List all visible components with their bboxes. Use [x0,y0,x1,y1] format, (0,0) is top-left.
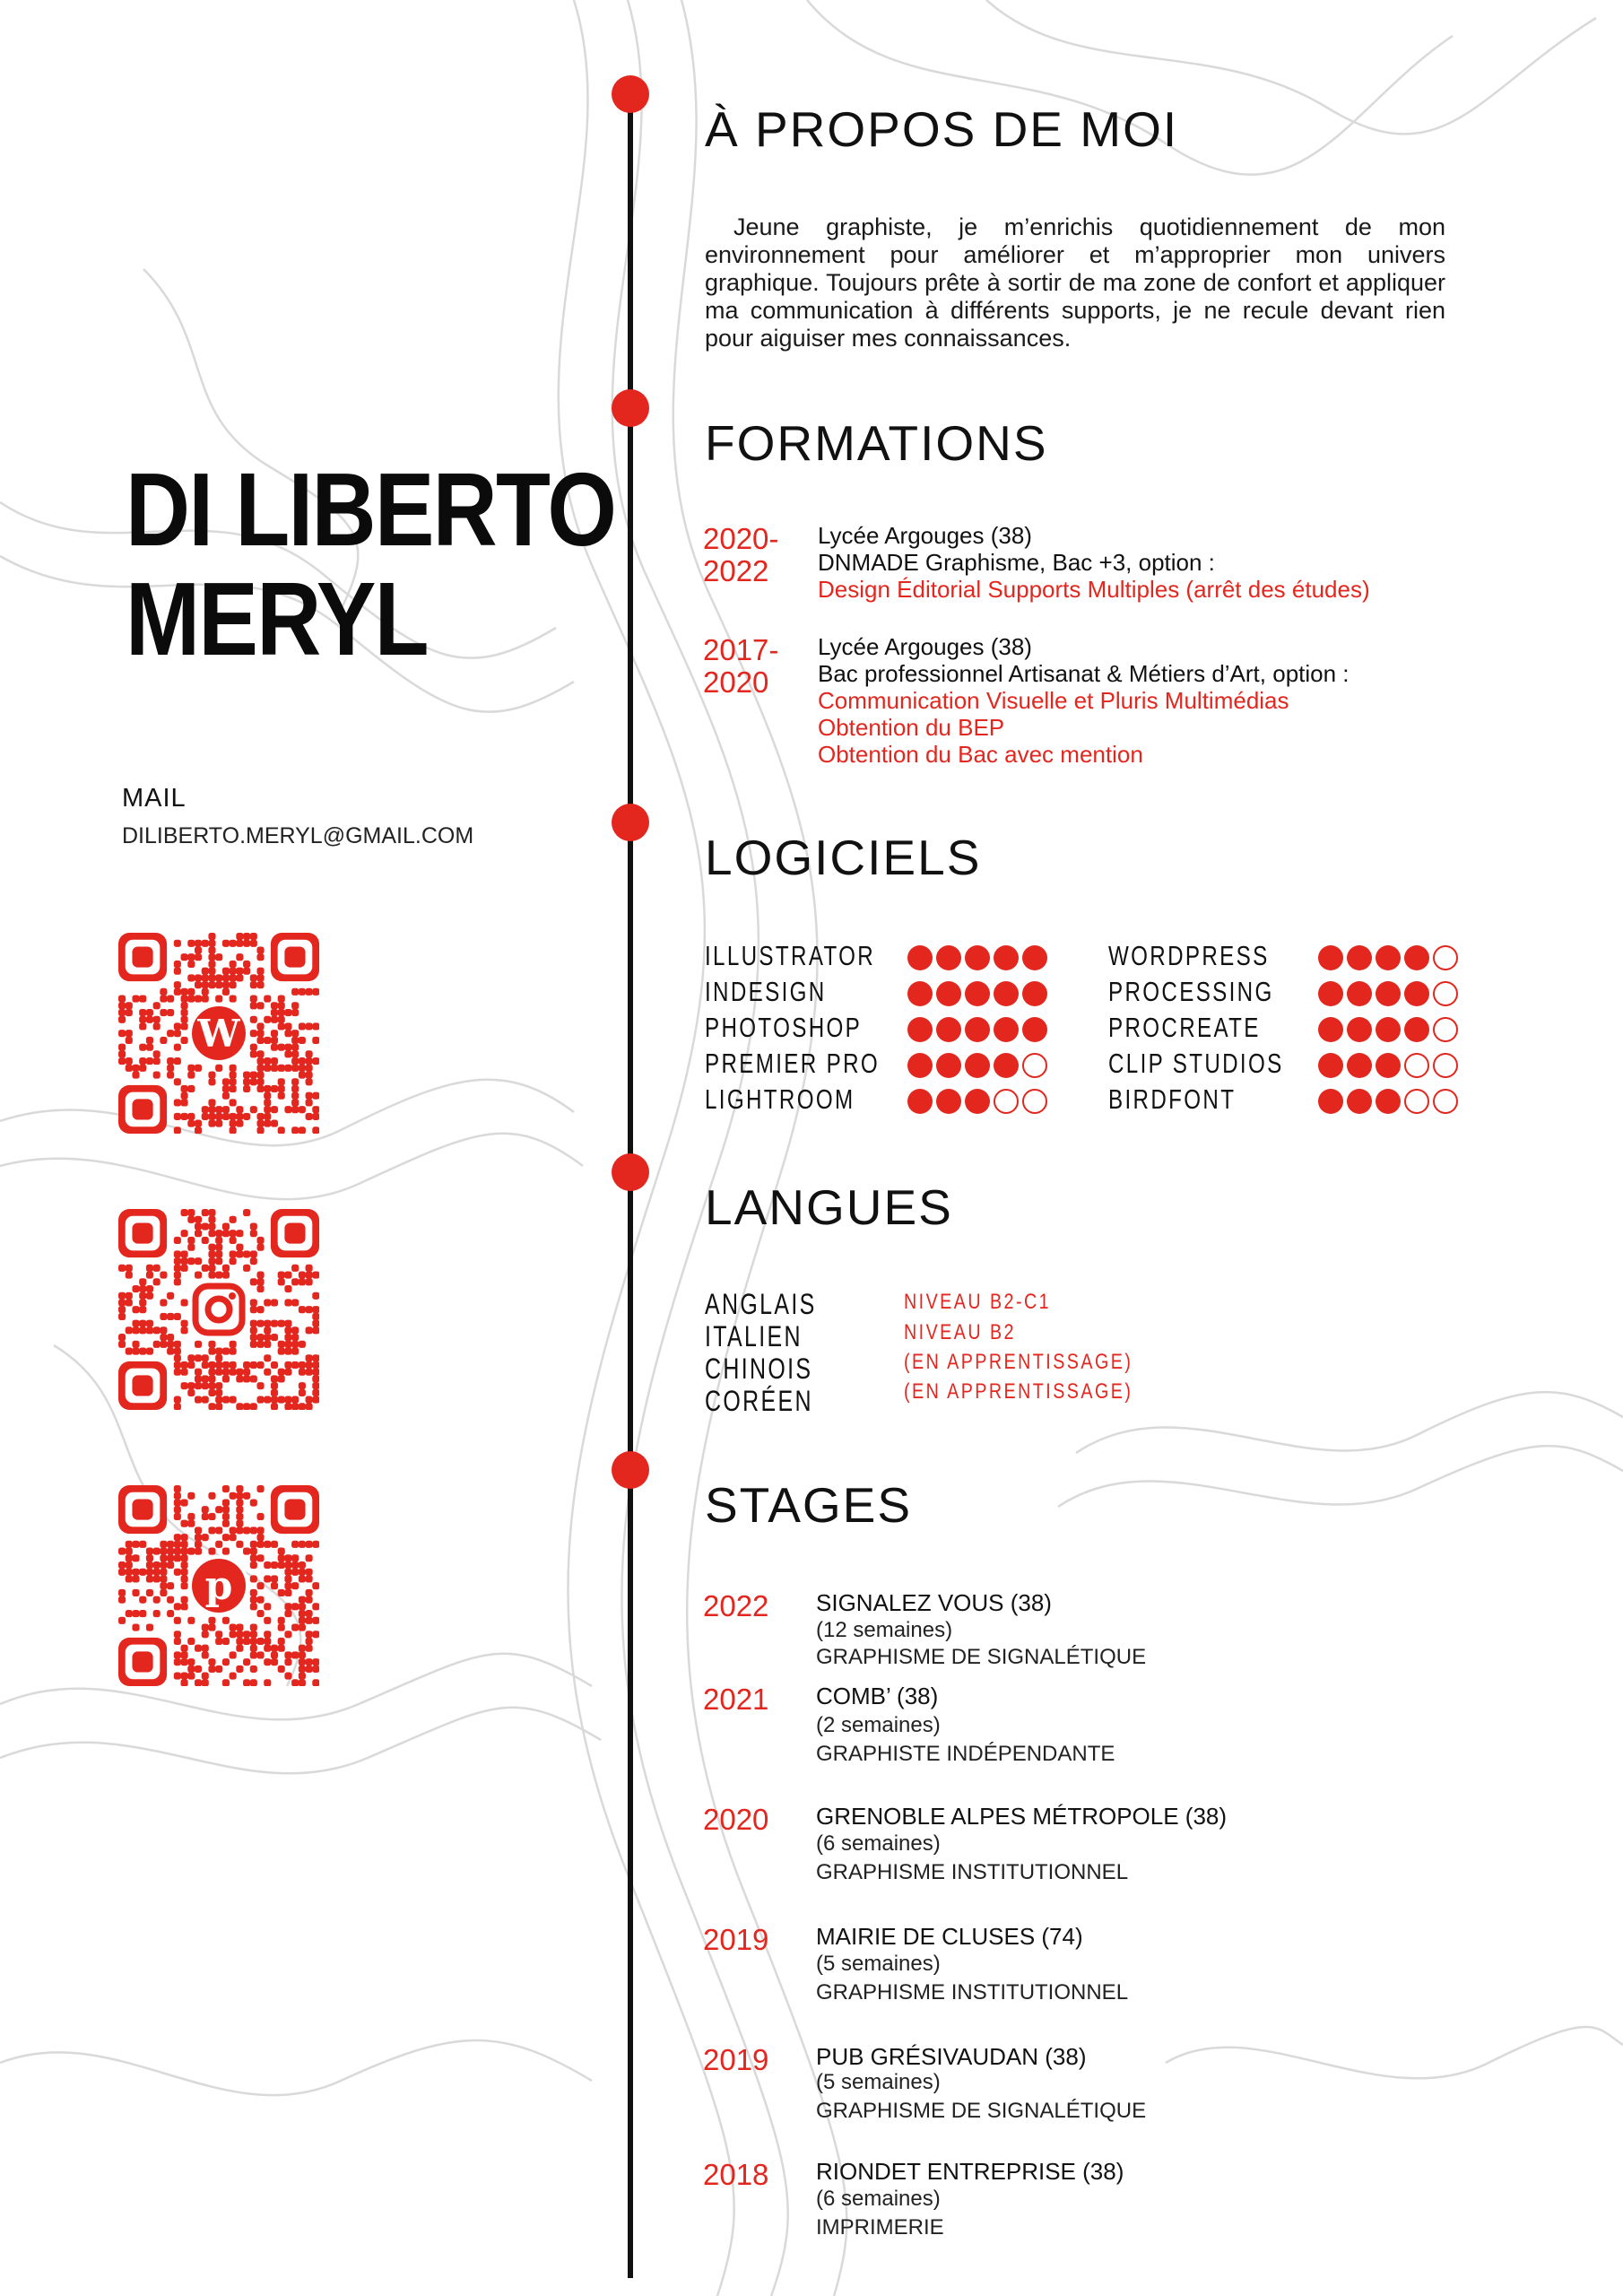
level-dot-empty [1433,1017,1458,1042]
level-dot-filled [1347,1053,1372,1078]
formation-1-year-start: 2020- [703,522,779,555]
skill-row [705,1083,1081,1119]
langues-title: LANGUES [705,1179,953,1235]
skill-name: WORDPRESS [1108,940,1270,971]
skill-row [1108,1083,1485,1119]
pinterest-icon [192,1559,246,1613]
skill-row [705,1012,1081,1048]
svg-text:p: p [204,1563,233,1609]
skill-name: PREMIER PRO [705,1048,881,1079]
stage-title: COMB’ (38) [816,1683,939,1709]
level-dot-filled [1347,981,1372,1006]
stage-type: GRAPHISME INSTITUTIONNEL [816,1860,1129,1884]
skill-row [705,1048,1081,1083]
stage-year: 2022 [703,1589,769,1622]
stage-title: RIONDET ENTREPRISE (38) [816,2158,1124,2185]
stage-type: GRAPHISME DE SIGNALÉTIQUE [816,2099,1147,2123]
level-dot-filled [994,1017,1019,1042]
level-dot-empty [1022,1089,1047,1114]
stage-title: GRENOBLE ALPES MÉTROPOLE (38) [816,1803,1228,1830]
level-dot-empty [1404,1053,1429,1078]
skill-level-dots [1318,945,1458,970]
skill-level-dots [1318,1053,1458,1078]
stage-title: PUB GRÉSIVAUDAN (38) [816,2043,1087,2070]
skill-row [705,940,1081,976]
skill-name: BIRDFONT [1108,1083,1237,1115]
svg-text:W: W [197,1012,240,1056]
stage-year: 2020 [703,1803,769,1836]
level-dot-filled [907,981,933,1006]
qr-code-pinterest[interactable] [118,1485,319,1686]
logiciels-title: LOGICIELS [705,830,982,885]
language-name: ITALIEN [705,1320,803,1352]
formation-2-degree: Bac professionnel Artisanat & Métiers d’Art, option : [818,660,1350,687]
skill-level-dots [1318,1089,1458,1114]
stage-duration: (6 semaines) [816,1831,941,1856]
skill-level-dots [1318,981,1458,1006]
language-level: (EN APPRENTISSAGE) [904,1350,1133,1374]
stage-type: GRAPHISME DE SIGNALÉTIQUE [816,1645,1147,1669]
level-dot-filled [1404,945,1429,970]
skill-level-dots [1318,1017,1458,1042]
timeline-dot-stages [612,1451,649,1489]
language-level: NIVEAU B2-C1 [904,1290,1052,1314]
language-name: CHINOIS [705,1352,813,1385]
name-line-2: MERYL [126,561,428,677]
skill-row [1108,976,1485,1012]
skill-row [1108,1012,1485,1048]
level-dot-filled [1376,1017,1401,1042]
mail-label: MAIL [122,784,187,813]
skill-level-dots [907,945,1047,970]
level-dot-filled [965,981,990,1006]
level-dot-filled [1347,945,1372,970]
formation-2-detail: Communication Visuelle et Pluris Multimédias [818,687,1289,714]
skill-name: PROCREATE [1108,1012,1261,1043]
level-dot-filled [1347,1089,1372,1114]
level-dot-filled [965,1017,990,1042]
language-name: CORÉEN [705,1385,813,1417]
stage-title: SIGNALEZ VOUS (38) [816,1589,1052,1616]
timeline-dot-logiciels [612,804,649,841]
skill-name: ILLUSTRATOR [705,940,876,971]
level-dot-filled [936,1053,961,1078]
level-dot-filled [994,1053,1019,1078]
mail-value[interactable]: DILIBERTO.MERYL@GMAIL.COM [122,823,474,848]
level-dot-filled [1404,981,1429,1006]
formation-2-school: Lycée Argouges (38) [818,633,1032,660]
formation-2-detail: Obtention du BEP [818,714,1005,741]
level-dot-filled [1318,981,1343,1006]
timeline-dot-about [612,75,649,113]
level-dot-filled [1318,1017,1343,1042]
level-dot-filled [936,945,961,970]
stage-duration: (12 semaines) [816,1618,953,1642]
level-dot-filled [965,1089,990,1114]
level-dot-empty [1022,1053,1047,1078]
level-dot-filled [994,981,1019,1006]
stage-type: IMPRIMERIE [816,2215,944,2239]
level-dot-empty [1404,1089,1429,1114]
skill-row [1108,940,1485,976]
level-dot-filled [907,1089,933,1114]
level-dot-filled [907,945,933,970]
level-dot-filled [965,1053,990,1078]
formation-2-year-start: 2017- [703,633,779,666]
level-dot-filled [1022,1017,1047,1042]
level-dot-filled [1318,945,1343,970]
level-dot-filled [1404,1017,1429,1042]
level-dot-filled [1022,981,1047,1006]
stage-duration: (5 semaines) [816,2070,941,2094]
level-dot-empty [1433,1053,1458,1078]
level-dot-filled [1022,945,1047,970]
level-dot-empty [994,1089,1019,1114]
level-dot-filled [1376,981,1401,1006]
formations-title: FORMATIONS [705,415,1048,471]
level-dot-filled [1347,1017,1372,1042]
skill-name: LIGHTROOM [705,1083,855,1115]
timeline-dot-formations [612,389,649,427]
level-dot-empty [1433,945,1458,970]
level-dot-filled [994,945,1019,970]
stage-type: GRAPHISME INSTITUTIONNEL [816,1980,1129,2005]
formation-1-degree: DNMADE Graphisme, Bac +3, option : [818,549,1215,576]
language-level: (EN APPRENTISSAGE) [904,1379,1133,1404]
level-dot-filled [936,981,961,1006]
timeline-dot-langues [612,1153,649,1191]
formation-1-detail: Design Éditorial Supports Multiples (arrêt des études) [818,576,1370,603]
stage-type: GRAPHISTE INDÉPENDANTE [816,1742,1115,1766]
formation-2-detail: Obtention du Bac avec mention [818,741,1143,768]
skill-name: PROCESSING [1108,976,1274,1007]
about-text: Jeune graphiste, je m’enrichis quotidiennement de mon environnement pour améliorer et m’approprier mon univers graphique. Toujours prête à sortir de ma zone de confort et appliquer ma communication à différents supports, je ne recule devant rien pour aiguiser mes connaissances. [705,213,1445,352]
wordpress-icon [192,1006,246,1060]
qr-code-wordpress[interactable] [118,933,319,1134]
qr-code-instagram[interactable] [118,1209,319,1410]
level-dot-filled [1318,1053,1343,1078]
level-dot-empty [1433,1089,1458,1114]
formation-2-year-end: 2020 [703,665,769,699]
level-dot-filled [936,1017,961,1042]
stage-year: 2019 [703,1923,769,1956]
level-dot-empty [1433,981,1458,1006]
skill-level-dots [907,1017,1047,1042]
skill-name: INDESIGN [705,976,827,1007]
stage-year: 2018 [703,2158,769,2191]
stage-duration: (5 semaines) [816,1952,941,1976]
skill-level-dots [907,1053,1047,1078]
stage-title: MAIRIE DE CLUSES (74) [816,1923,1083,1950]
skill-level-dots [907,1089,1047,1114]
skill-name: CLIP STUDIOS [1108,1048,1284,1079]
formation-1-year-end: 2022 [703,554,769,587]
level-dot-filled [1376,1089,1401,1114]
skill-name: PHOTOSHOP [705,1012,863,1043]
level-dot-filled [907,1053,933,1078]
language-level: NIVEAU B2 [904,1320,1016,1344]
skill-row [705,976,1081,1012]
stage-year: 2021 [703,1683,769,1716]
stage-year: 2019 [703,2043,769,2076]
level-dot-filled [907,1017,933,1042]
level-dot-filled [1376,945,1401,970]
language-name: ANGLAIS [705,1288,817,1320]
stage-duration: (2 semaines) [816,1713,941,1737]
stages-title: STAGES [705,1477,913,1533]
level-dot-filled [936,1089,961,1114]
stage-duration: (6 semaines) [816,2187,941,2211]
formation-1-school: Lycée Argouges (38) [818,522,1032,549]
about-title: À PROPOS DE MOI [705,101,1179,157]
skill-level-dots [907,981,1047,1006]
level-dot-filled [1376,1053,1401,1078]
level-dot-filled [1318,1089,1343,1114]
level-dot-filled [965,945,990,970]
name-line-1: DI LIBERTO [126,451,616,568]
skill-row [1108,1048,1485,1083]
